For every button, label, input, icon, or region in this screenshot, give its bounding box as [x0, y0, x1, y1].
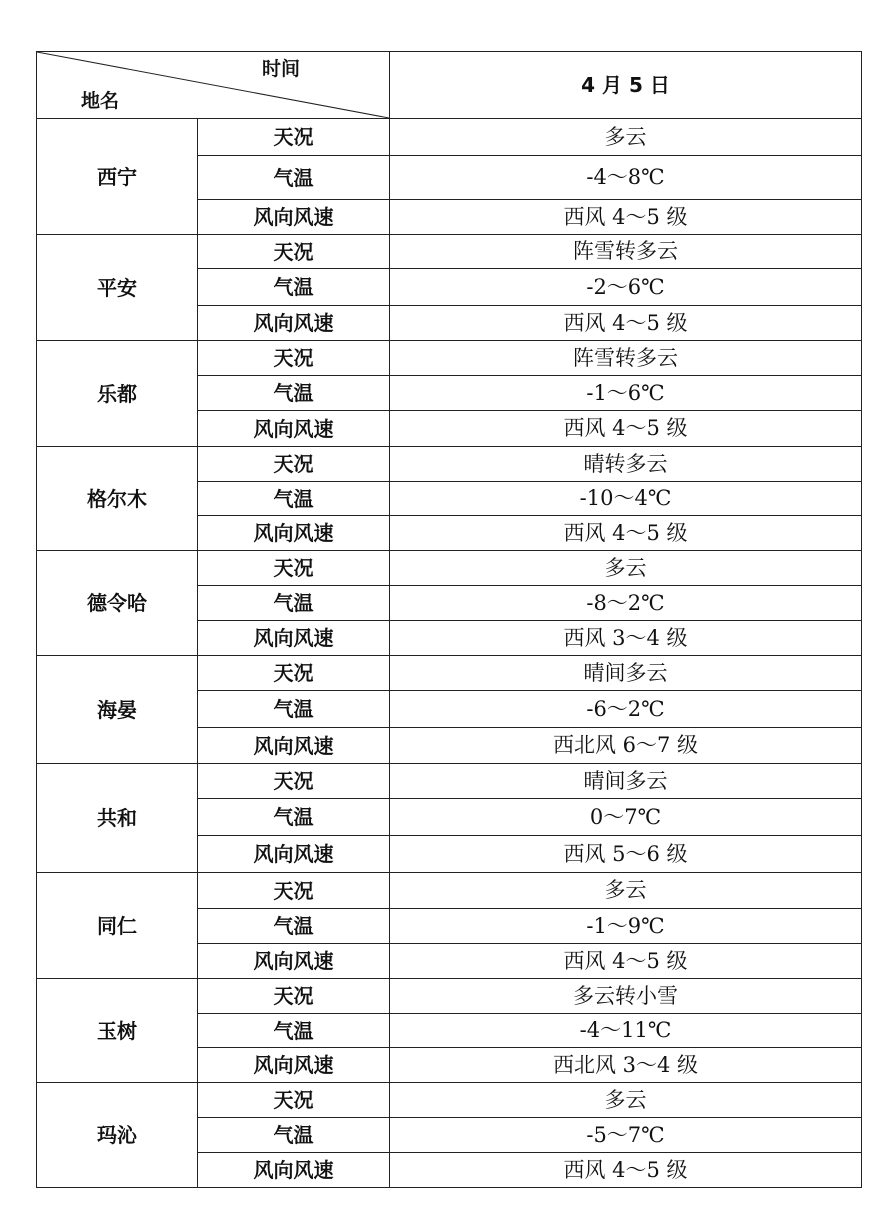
city-row-weather [37, 235, 862, 269]
value-wind: 西风 4～5 级 [390, 306, 862, 341]
item-label-wind: 风向风速 [198, 944, 390, 979]
item-label-wind: 风向风速 [198, 621, 390, 656]
city-name-cell: 玛沁 [37, 1083, 198, 1188]
value-wind: 西风 3～4 级 [390, 621, 862, 656]
header-row [37, 52, 862, 119]
city-name-cell: 西宁 [37, 119, 198, 235]
item-label-wind: 风向风速 [198, 1048, 390, 1083]
item-label-weather: 天况 [198, 656, 390, 691]
city-name-cell: 海晏 [37, 656, 198, 764]
value-weather: 阵雪转多云 [390, 235, 862, 269]
item-label-weather: 天况 [198, 873, 390, 909]
item-label-wind: 风向风速 [198, 200, 390, 235]
value-temperature: -10～4℃ [390, 482, 862, 516]
item-label-temperature: 气温 [198, 1014, 390, 1048]
city-row-weather [37, 341, 862, 376]
value-weather: 晴间多云 [390, 764, 862, 799]
value-weather: 多云 [390, 1083, 862, 1118]
city-name-cell: 德令哈 [37, 551, 198, 656]
value-wind: 西风 4～5 级 [390, 944, 862, 979]
item-label-wind: 风向风速 [198, 836, 390, 873]
city-row-weather [37, 1083, 862, 1118]
item-label-wind: 风向风速 [198, 728, 390, 764]
city-row-weather [37, 656, 862, 691]
item-label-weather: 天况 [198, 551, 390, 586]
header-place-label: 地名 [81, 90, 120, 112]
value-temperature: -6～2℃ [390, 691, 862, 728]
item-label-wind: 风向风速 [198, 411, 390, 447]
item-label-wind: 风向风速 [198, 1153, 390, 1188]
city-row-weather [37, 447, 862, 482]
value-temperature: -4～8℃ [390, 156, 862, 200]
city-name-cell: 玉树 [37, 979, 198, 1083]
value-weather: 阵雪转多云 [390, 341, 862, 376]
city-name-cell: 格尔木 [37, 447, 198, 551]
value-wind: 西风 5～6 级 [390, 836, 862, 873]
item-label-temperature: 气温 [198, 482, 390, 516]
item-label-weather: 天况 [198, 235, 390, 269]
header-diagonal-cell [37, 52, 390, 119]
city-name-cell: 同仁 [37, 873, 198, 979]
table-body [37, 52, 862, 1188]
value-weather: 多云 [390, 551, 862, 586]
value-temperature: -8～2℃ [390, 586, 862, 621]
forecast-table [36, 51, 862, 1188]
city-name-cell: 共和 [37, 764, 198, 873]
item-label-weather: 天况 [198, 119, 390, 156]
item-label-weather: 天况 [198, 979, 390, 1014]
item-label-weather: 天况 [198, 764, 390, 799]
item-label-temperature: 气温 [198, 691, 390, 728]
item-label-temperature: 气温 [198, 376, 390, 411]
value-wind: 西北风 3～4 级 [390, 1048, 862, 1083]
header-time-label: 时间 [262, 58, 301, 80]
item-label-temperature: 气温 [198, 799, 390, 836]
city-row-weather [37, 873, 862, 909]
value-temperature: -4～11℃ [390, 1014, 862, 1048]
value-weather: 多云 [390, 119, 862, 156]
value-temperature: 0～7℃ [390, 799, 862, 836]
value-wind: 西风 4～5 级 [390, 516, 862, 551]
value-temperature: -2～6℃ [390, 269, 862, 306]
city-row-weather [37, 551, 862, 586]
item-label-wind: 风向风速 [198, 306, 390, 341]
value-wind: 西风 4～5 级 [390, 1153, 862, 1188]
value-weather: 多云转小雪 [390, 979, 862, 1014]
city-row-weather [37, 119, 862, 156]
value-wind: 西风 4～5 级 [390, 411, 862, 447]
header-date-cell [390, 52, 862, 119]
item-label-temperature: 气温 [198, 156, 390, 200]
item-label-temperature: 气温 [198, 269, 390, 306]
value-temperature: -5～7℃ [390, 1118, 862, 1153]
city-name-cell: 乐都 [37, 341, 198, 447]
item-label-wind: 风向风速 [198, 516, 390, 551]
value-weather: 晴转多云 [390, 447, 862, 482]
value-temperature: -1～6℃ [390, 376, 862, 411]
item-label-weather: 天况 [198, 447, 390, 482]
value-temperature: -1～9℃ [390, 909, 862, 944]
item-label-temperature: 气温 [198, 586, 390, 621]
item-label-temperature: 气温 [198, 909, 390, 944]
item-label-weather: 天况 [198, 1083, 390, 1118]
city-row-weather [37, 979, 862, 1014]
value-wind: 西北风 6～7 级 [390, 728, 862, 764]
item-label-weather: 天况 [198, 341, 390, 376]
header-date: 4 月 5 日 [581, 72, 670, 97]
item-label-temperature: 气温 [198, 1118, 390, 1153]
value-wind: 西风 4～5 级 [390, 200, 862, 235]
value-weather: 多云 [390, 873, 862, 909]
city-name-cell: 平安 [37, 235, 198, 341]
value-weather: 晴间多云 [390, 656, 862, 691]
city-row-weather [37, 764, 862, 799]
